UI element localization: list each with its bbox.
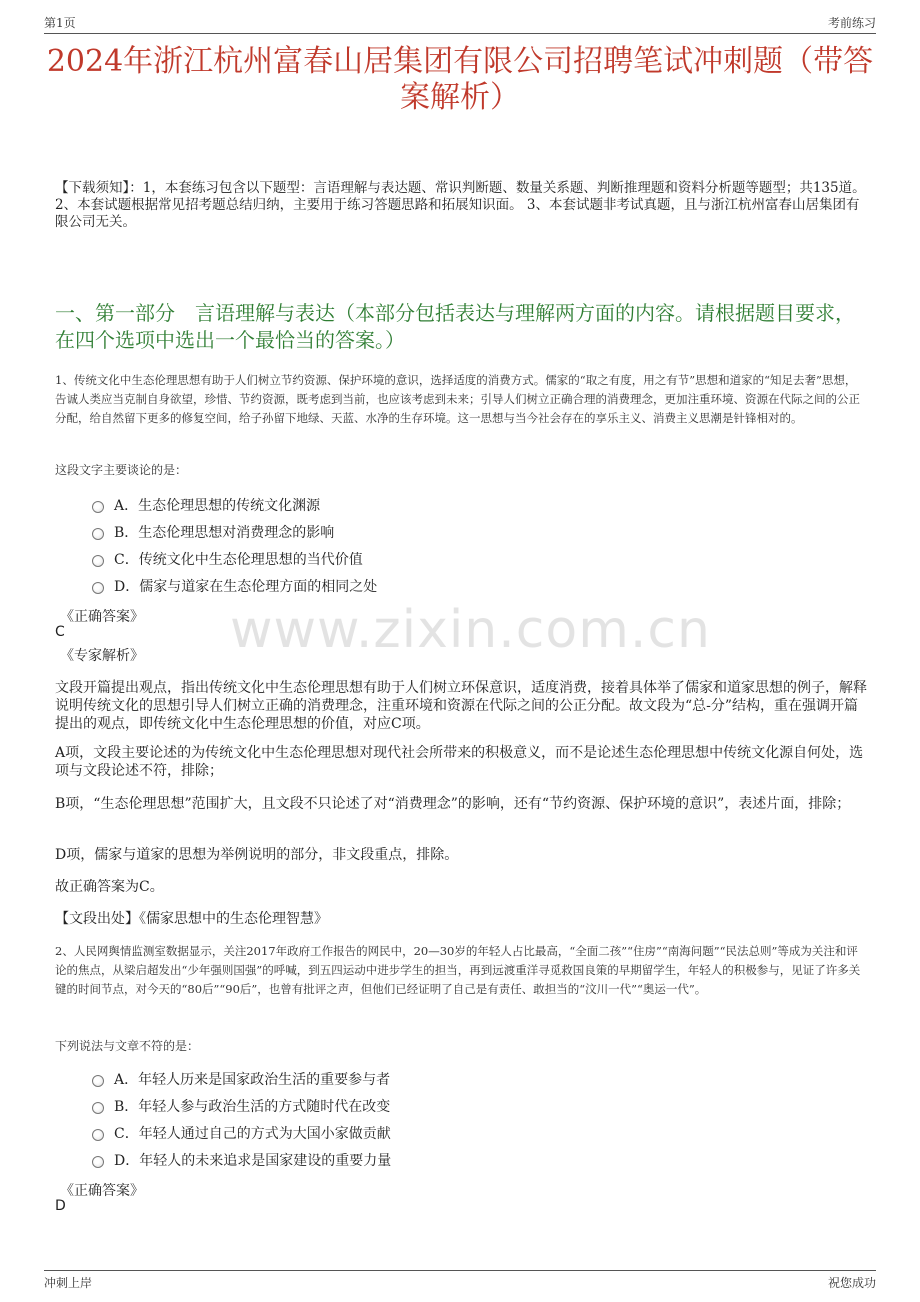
option-label: D．儒家与道家在生态伦理方面的相同之处: [114, 579, 378, 595]
q1-analysis-paragraph: 故正确答案为C。: [55, 879, 164, 895]
section-heading: 一、第一部分 言语理解与表达（本部分包括表达与理解两方面的内容。请根据题目要求，在四个选项中选出一个最恰当的答案。）: [55, 301, 855, 352]
q1-analysis-paragraph: B项，“生态伦理思想”范围扩大，且文段不只论述了对“消费理念”的影响，还有“节约资源、保护环境的意识”，表述片面，排除；: [55, 796, 851, 812]
q1-source: 【文段出处】《儒家思想中的生态伦理智慧》: [55, 911, 328, 927]
q2-option-a[interactable]: [92, 1068, 390, 1090]
q2-answer: D: [55, 1198, 66, 1214]
q2-option-d[interactable]: [92, 1149, 391, 1171]
q1-option-d[interactable]: [92, 575, 377, 597]
download-notice: 【下载须知】：1，本套练习包含以下题型：言语理解与表达题、常识判断题、数量关系题、判断推理题和资料分析题等题型；共135道。 2、本套试题根据常见招考题总结归纳，主要用于练习答题思路和拓展知识面。 3、本套试题非考试真题，且与浙江杭州富春山居集团有限公司无关。: [55, 180, 866, 230]
radio-icon[interactable]: [92, 1075, 104, 1087]
q1-option-b[interactable]: [92, 521, 334, 543]
option-label: A．生态伦理思想的传统文化渊源: [114, 498, 321, 514]
header-divider: [44, 33, 876, 34]
question-1-text: 1、传统文化中生态伦理思想有助于人们树立节约资源、保护环境的意识，选择适度的消费方式。儒家的“取之有度，用之有节”思想和道家的“知足去奢”思想，告诚人类应当克制自身欲望，珍惜、节约资源，既考虑到当前，也应该考虑到未来；引导人们树立正确合理的消费理念，更加注重环境、资源在代际之间的公正分配，给自然留下更多的修复空间，给子孙留下地绿、天蓝、水净的生存环境。这一思想与当今社会存在的享乐主义、消费主义思潮是针锋相对的。: [55, 373, 860, 425]
q1-answer-label: 《正确答案》: [60, 609, 144, 625]
radio-icon[interactable]: [92, 1156, 104, 1168]
footer-left-text: 冲刺上岸: [44, 1276, 93, 1290]
q1-option-c[interactable]: [92, 548, 363, 570]
option-label: B．生态伦理思想对消费理念的影响: [114, 525, 335, 541]
option-label: D．年轻人的未来追求是国家建设的重要力量: [114, 1153, 392, 1169]
footer-right-text: 祝您成功: [827, 1276, 876, 1290]
q1-analysis-label: 《专家解析》: [60, 648, 144, 664]
radio-icon[interactable]: [92, 528, 104, 540]
page-title: 2024年浙江杭州富春山居集团有限公司招聘笔试冲刺题（带答案解析）: [46, 44, 874, 115]
q2-option-c[interactable]: [92, 1122, 391, 1144]
radio-icon[interactable]: [92, 501, 104, 513]
option-label: C．传统文化中生态伦理思想的当代价值: [114, 552, 363, 568]
question-2-text: 2、人民网舆情监测室数据显示，关注2017年政府工作报告的网民中，20—30岁的年轻人占比最高，“全面二孩”“住房”“南海问题”“民法总则”等成为关注和评论的焦点，从梁启超发出“少年强则国强”的呼喊，到五四运动中进步学生的担当，再到远渡重洋寻觅救国良策的早期留学生，年轻人的积极参与，见证了许多关键的时间节点，对今天的“80后”“90后”，也曾有批评之声，但他们已经证明了自己是有责任、敢担当的“汶川一代”“奥运一代”。: [55, 944, 861, 996]
q1-analysis-paragraph: D项，儒家与道家的思想为举例说明的部分，非文段重点，排除。: [55, 847, 459, 863]
option-label: B．年轻人参与政治生活的方式随时代在改变: [114, 1099, 391, 1115]
radio-icon[interactable]: [92, 1129, 104, 1141]
q1-analysis-paragraph: A项，文段主要论述的为传统文化中生态伦理思想对现代社会所带来的积极意义，而不是论述生态伦理思想中传统文化源自何处，选项与文段论述不符，排除；: [55, 745, 864, 779]
q1-analysis-paragraph: 文段开篇提出观点，指出传统文化中生态伦理思想有助于人们树立环保意识，适度消费，接着具体举了儒家和道家思想的例子，解释说明传统文化的思想引导人们树立正确的消费理念，注重环境和资源在代际之间的公正分配。故文段为“总-分”结构，重在强调开篇提出的观点，即传统文化中生态伦理思想的价值，对应C项。: [55, 680, 867, 732]
q1-answer: C: [55, 624, 65, 640]
radio-icon[interactable]: [92, 582, 104, 594]
option-label: A．年轻人历来是国家政治生活的重要参与者: [114, 1072, 391, 1088]
question-1-prompt: 这段文字主要谈论的是：: [55, 463, 188, 477]
footer-divider: [44, 1270, 876, 1271]
q2-option-b[interactable]: [92, 1095, 390, 1117]
page-number: 第1页: [44, 16, 76, 30]
q1-option-a[interactable]: [92, 494, 320, 516]
q2-answer-label: 《正确答案》: [60, 1183, 144, 1199]
option-label: C．年轻人通过自己的方式为大国小家做贡献: [114, 1126, 391, 1142]
question-2-prompt: 下列说法与文章不符的是：: [55, 1039, 200, 1053]
radio-icon[interactable]: [92, 1102, 104, 1114]
watermark: www.zixin.com.cn: [230, 600, 711, 660]
header-right-text: 考前练习: [827, 16, 876, 30]
radio-icon[interactable]: [92, 555, 104, 567]
